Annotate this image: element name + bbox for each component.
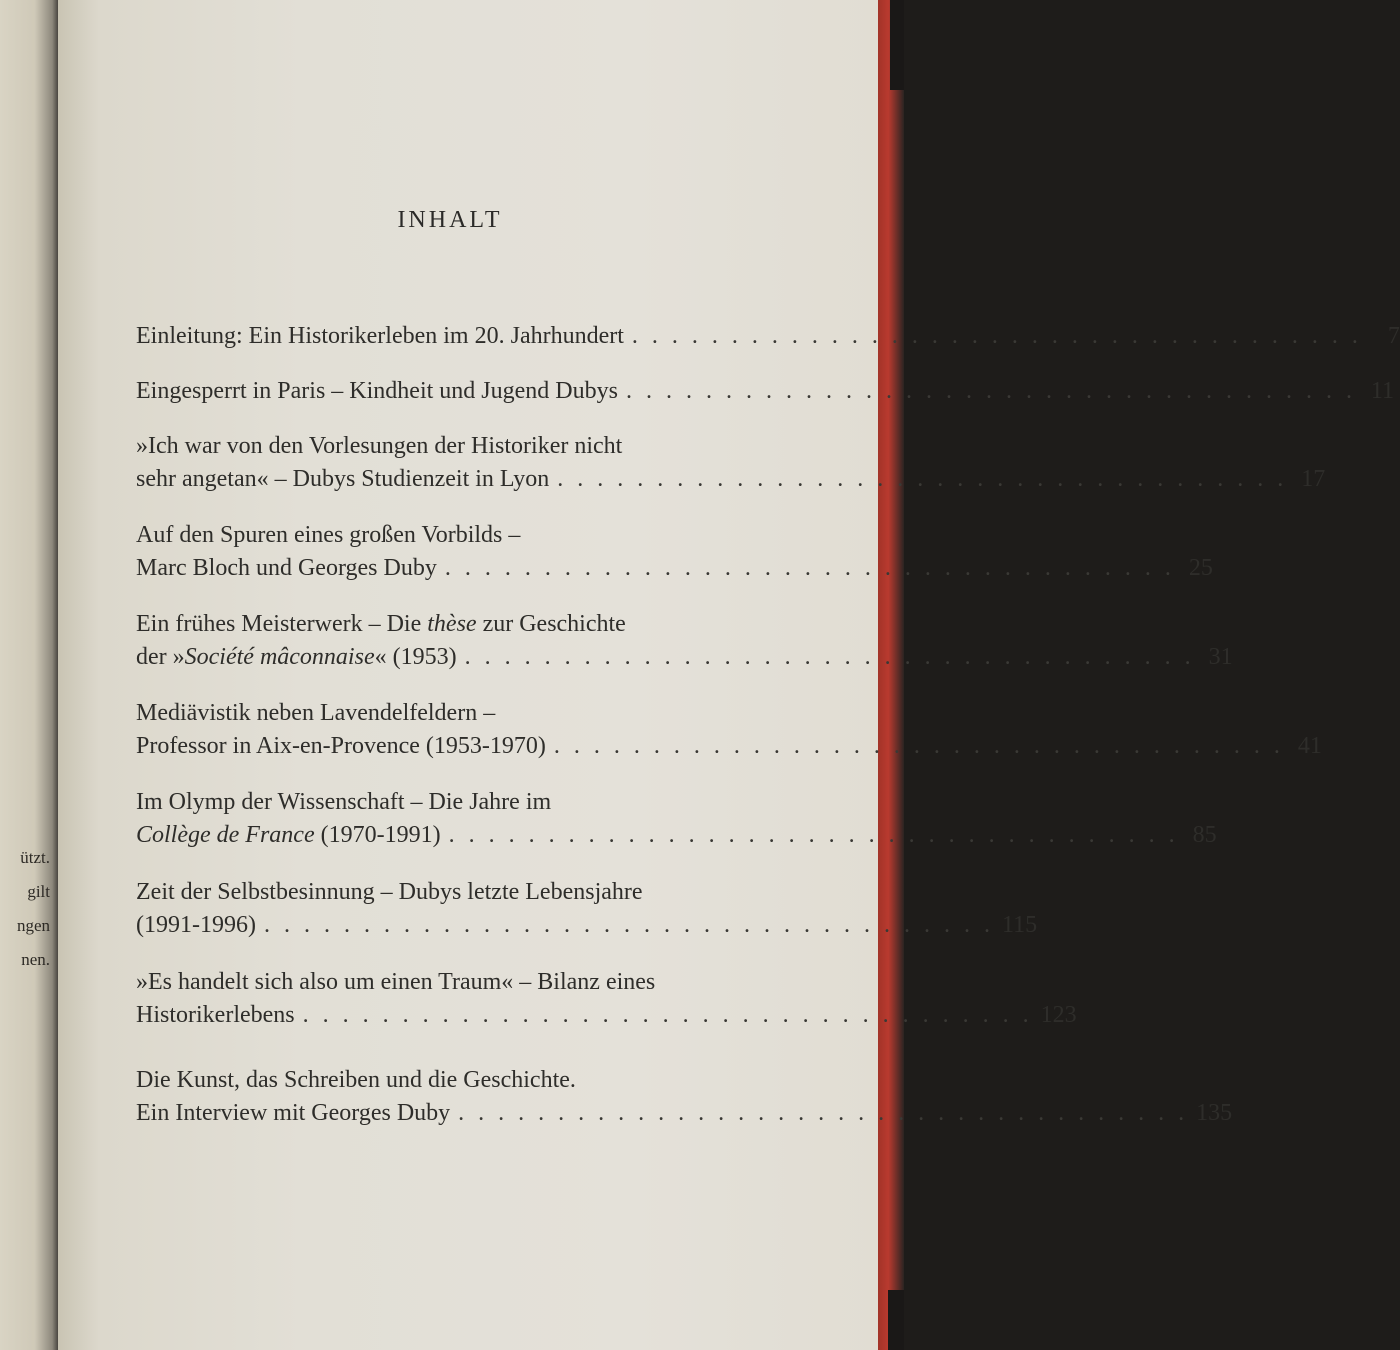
toc-page-number: 115 (1001, 912, 1038, 938)
toc-entry (136, 697, 1322, 763)
toc-entry-title: Zeit der Selbstbesinnung – Dubys letzte Lebensjahre (136, 879, 643, 905)
toc-entry (136, 608, 1233, 674)
left-page-fragment: nen. (21, 950, 50, 969)
toc-page-number: 123 (1040, 1002, 1077, 1028)
toc-entry-title: Im Olymp der Wissenschaft – Die Jahre im (136, 789, 552, 815)
toc-entry-title: »Ich war von den Vorlesungen der Historiker nicht (136, 433, 623, 459)
leader-dots: . . . . . . . . . . . . . . . . . . . . . . . . . . . . . . . . . . . . . (448, 822, 1179, 848)
toc-page-number: 135 (1196, 1100, 1233, 1126)
toc-entry (136, 876, 1038, 942)
toc-page-number: 25 (1188, 555, 1213, 581)
toc-page-number: 7 (1387, 323, 1400, 349)
leader-dots: . . . . . . . . . . . . . . . . . . . . . . . . . . . . . . . . . . . . . (625, 378, 1356, 404)
toc-entry-subtitle: Collège de France (1970-1991) (136, 822, 441, 848)
toc-page-number: 41 (1297, 733, 1322, 759)
left-page-edge (0, 0, 58, 1350)
leader-dots: . . . . . . . . . . . . . . . . . . . . . . . . . . . . . . . . . . . . . (557, 466, 1288, 492)
leader-dots: . . . . . . . . . . . . . . . . . . . . . . . . . . . . . . . . . . . . . (302, 1002, 1033, 1028)
toc-entry-subtitle: der »Société mâconnaise« (1953) (136, 644, 457, 670)
leader-dots: . . . . . . . . . . . . . . . . . . . . . . . . . . . . . . . . . . . . . (458, 1100, 1189, 1126)
toc-entry-title: Die Kunst, das Schreiben und die Geschichte. (136, 1067, 576, 1093)
leader-dots: . . . . . . . . . . . . . . . . . . . . . . . . . . . . . . . . . . . . . (263, 912, 994, 938)
leader-dots: . . . . . . . . . . . . . . . . . . . . . . . . . . . . . . . . . . . . . (631, 323, 1362, 349)
toc-entry-subtitle: sehr angetan« – Dubys Studienzeit in Lyon (136, 466, 550, 492)
toc-entry-subtitle: Professor in Aix-en-Provence (1953-1970) (136, 733, 546, 759)
toc-page-number: 11 (1370, 378, 1394, 404)
toc-entry-subtitle: (1991-1996) (136, 912, 256, 938)
toc-entry (136, 1064, 1233, 1130)
toc-entry-title: Eingesperrt in Paris – Kindheit und Jugend Dubys (136, 378, 618, 404)
toc-entry-title: Einleitung: Ein Historikerleben im 20. Jahrhundert (136, 323, 624, 349)
toc-entry-subtitle: Marc Bloch und Georges Duby (136, 555, 437, 581)
toc-entry-title: Mediävistik neben Lavendelfeldern – (136, 700, 496, 726)
toc-entry (136, 966, 1077, 1032)
toc-entry-subtitle: Historikerlebens (136, 1002, 295, 1028)
toc-page-number: 85 (1192, 822, 1217, 848)
book-cover-edge (878, 0, 904, 1350)
leader-dots: . . . . . . . . . . . . . . . . . . . . . . . . . . . . . . . . . . . . . (464, 644, 1195, 670)
toc-entry-title: »Es handelt sich also um einen Traum« – Bilanz eines (136, 969, 656, 995)
leader-dots: . . . . . . . . . . . . . . . . . . . . . . . . . . . . . . . . . . . . . (553, 733, 1284, 759)
toc-entry-subtitle: Ein Interview mit Georges Duby (136, 1100, 451, 1126)
toc-entry-title: Ein frühes Meisterwerk – Die thèse zur Geschichte (136, 611, 626, 637)
toc-entry (136, 375, 1394, 408)
left-page-fragment: ützt. (20, 848, 50, 867)
toc-entry (136, 519, 1213, 585)
toc-entry (136, 430, 1326, 496)
left-page-fragment: ngen (16, 916, 50, 935)
toc-entry-title: Auf den Spuren eines großen Vorbilds – (136, 522, 521, 548)
leader-dots: . . . . . . . . . . . . . . . . . . . . . . . . . . . . . . . . . . . . . (444, 555, 1175, 581)
book-page (58, 0, 878, 1350)
toc-entry (136, 786, 1217, 852)
toc-page-number: 17 (1301, 466, 1326, 492)
toc-entry (136, 320, 1400, 353)
left-page-fragment: gilt (27, 882, 50, 901)
toc-title: INHALT (397, 207, 503, 233)
toc-page-number: 31 (1208, 644, 1233, 670)
